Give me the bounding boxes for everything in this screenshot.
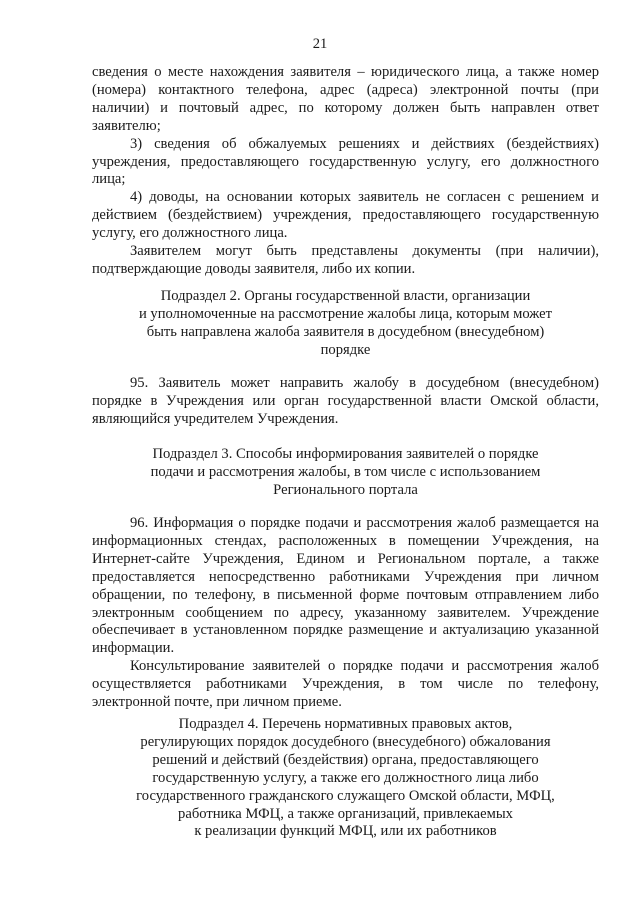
heading-line: быть направлена жалоба заявителя в досудебном (внесудебном) bbox=[146, 323, 545, 340]
paragraph-96: 96. Информация о порядке подачи и рассмотрения жалоб размещается на информационных стендах, расположенных в помещении Учреждения, на Интернет-сайте Учреждения, Едином и Региональном портале, а также предоставляется непосредственно работниками Учреждения при личном обращении, по телефону, в письменной форме почтовым отправлением либо электронным сообщением по адресу, указанному заявителем. Учреждение обеспечивает в установленном порядке размещение и актуализацию указанной информации. bbox=[92, 515, 599, 657]
section-1-text bbox=[92, 64, 599, 279]
section-3-text bbox=[92, 515, 599, 712]
section-2-text bbox=[92, 375, 599, 429]
paragraph: 3) сведения об обжалуемых решениях и действиях (бездействиях) учреждения, предоставляющего государственную услугу, его должностного лица; bbox=[92, 135, 599, 188]
heading-line: порядке bbox=[320, 341, 371, 358]
heading-line: работника МФЦ, а также организаций, привлекаемых bbox=[178, 805, 513, 822]
subsection-2-heading bbox=[92, 288, 599, 360]
subsection-3-heading bbox=[92, 446, 599, 500]
heading-line: государственного гражданского служащего Омской области, МФЦ, bbox=[136, 787, 555, 804]
heading-line: регулирующих порядок досудебного (внесудебного) обжалования bbox=[140, 733, 551, 750]
paragraph: Заявителем могут быть представлены документы (при наличии), подтверждающие доводы заявителя, либо их копии. bbox=[92, 243, 599, 277]
heading-line: Подраздел 3. Способы информирования заявителей о порядке bbox=[152, 446, 539, 462]
paragraph-95: 95. Заявитель может направить жалобу в досудебном (внесудебном) порядке в Учреждения или орган государственной власти Омской области, являющийся учредителем Учреждения. bbox=[92, 375, 599, 427]
heading-line: подачи и рассмотрения жалобы, в том числе с использованием bbox=[150, 463, 541, 480]
heading-line: Регионального портала bbox=[273, 481, 418, 498]
heading-line: Подраздел 4. Перечень нормативных правовых актов, bbox=[178, 716, 513, 732]
heading-line: к реализации функций МФЦ, или их работников bbox=[194, 823, 497, 840]
heading-line: решений и действий (бездействия) органа, предоставляющего bbox=[152, 751, 539, 768]
heading-line: и уполномоченные на рассмотрение жалобы лица, которым может bbox=[138, 305, 553, 322]
heading-line: государственную услугу, а также его должностного лица либо bbox=[152, 769, 539, 786]
subsection-4-heading bbox=[92, 716, 599, 841]
paragraph: 4) доводы, на основании которых заявитель не согласен с решением и действием (бездействием) учреждения, предоставляющего государственную услугу, его должностного лица. bbox=[92, 189, 599, 242]
paragraph: сведения о месте нахождения заявителя – юридического лица, а также номер (номера) контактного телефона, адрес (адреса) электронной почты (при наличии) и почтовый адрес, по которому должен быть направлен ответ заявителю; bbox=[92, 64, 599, 134]
page-number: 21 bbox=[312, 36, 328, 52]
heading-line: Подраздел 2. Органы государственной власти, организации bbox=[160, 288, 531, 304]
paragraph-consultation: Консультирование заявителей о порядке подачи и рассмотрения жалоб осуществляется работниками Учреждения, в том числе по телефону, электронной почте, при личном приеме. bbox=[92, 658, 599, 711]
